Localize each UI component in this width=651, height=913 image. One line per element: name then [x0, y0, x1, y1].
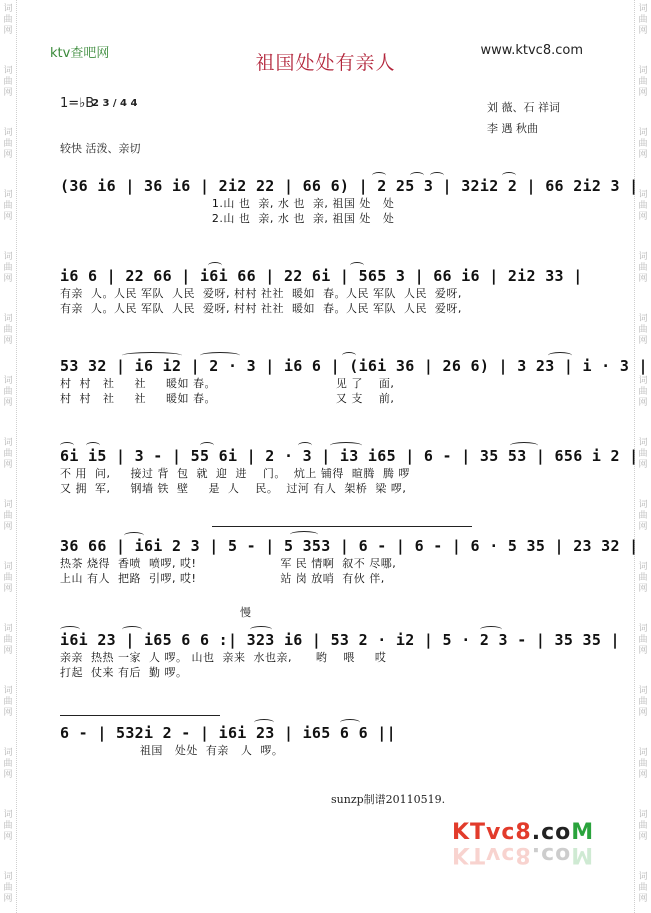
lyric-verse-2: 2.山 也 亲, 水 也 亲, 祖国 处 处 — [60, 212, 395, 225]
slur — [254, 719, 274, 726]
side-watermark-text: 词 曲 网 — [638, 810, 648, 842]
slur — [124, 532, 144, 539]
lyric-verse-1: 1.山 也 亲, 水 也 亲, 祖国 处 处 — [60, 197, 395, 210]
side-watermark-text: 词 曲 网 — [638, 748, 648, 780]
lyricist-credit: 刘 薇、石 祥词 — [487, 101, 560, 114]
tie-line — [60, 715, 220, 716]
slur — [342, 352, 356, 359]
side-watermark-text: 词 曲 网 — [3, 190, 13, 222]
lyric-verse-1: 亲亲 热热 一家 人 啰。 山也 亲来 水也亲, 哟 喂 哎 — [60, 651, 387, 664]
logo-text-part2: .co — [531, 820, 572, 845]
side-watermark-text: 词 曲 网 — [3, 686, 13, 718]
slur — [410, 172, 424, 179]
side-watermark-text: 词 曲 网 — [3, 748, 13, 780]
slur — [480, 626, 502, 633]
side-watermark-text: 词 曲 网 — [638, 4, 648, 36]
slur — [86, 442, 100, 449]
slur — [430, 172, 444, 179]
side-watermark-text: 词 曲 网 — [3, 624, 13, 656]
tempo-mark-slow: 慢 — [240, 606, 251, 619]
slur — [340, 719, 360, 726]
lyric-verse-1: 不 用 问, 接过 背 包 就 迎 进 门。 炕上 铺得 暄腾 腾 啰 — [60, 467, 410, 480]
lyric-verse-2: 有亲 人。人民 军队 人民 爱呀, 村村 社社 暖如 春。人民 军队 人民 爱呀, — [60, 302, 462, 315]
slur — [548, 352, 572, 359]
side-watermark-text: 词 曲 网 — [3, 810, 13, 842]
score-row-5 — [60, 536, 639, 586]
lyric-line: 祖国 处处 有亲 人 啰。 — [60, 744, 284, 757]
side-watermark-text: 词 曲 网 — [638, 314, 648, 346]
key-signature: 1=♭B — [60, 96, 95, 111]
side-watermark-text: 词 曲 网 — [3, 562, 13, 594]
side-watermark-text: 词 曲 网 — [3, 314, 13, 346]
side-watermark-text: 词 曲 网 — [638, 624, 648, 656]
notation-line: i6 6 | 22 66 | i6i 66 | 22 6i | 565 3 | 66 i6 | 2i2 33 | — [60, 267, 583, 285]
site-url-right[interactable]: www.ktvc8.com — [480, 43, 583, 58]
side-watermark-text: 词 曲 网 — [638, 872, 648, 904]
lyric-verse-1: 村 村 社 社 暖如 春。 见 了 面, — [60, 377, 395, 390]
slur — [290, 531, 318, 538]
side-watermark-text: 词 曲 网 — [638, 376, 648, 408]
side-watermark-text: 词 曲 网 — [638, 500, 648, 532]
slur — [200, 352, 240, 359]
side-watermark-text: 词 曲 网 — [3, 500, 13, 532]
side-watermark-text: 词 曲 网 — [638, 686, 648, 718]
side-watermark-text: 词 曲 网 — [638, 562, 648, 594]
score-row-7 — [60, 723, 588, 758]
lyric-verse-1: 热茶 烧得 香喷 喷啰, 哎! 军 民 情啊 叙不 尽哪, — [60, 557, 397, 570]
slur — [122, 352, 182, 359]
notation-line: (36 i6 | 36 i6 | 2i2 22 | 66 6) | 2 25 3 | 32i2 2 | 66 2i2 3 | — [60, 177, 639, 195]
composer-credit: 李 遇 秋曲 — [487, 122, 538, 135]
song-title: 祖国处处有亲人 — [255, 52, 396, 74]
score-row-2 — [60, 266, 588, 316]
slur — [208, 262, 222, 269]
tempo-marking: 较快 活泼、亲切 — [60, 142, 141, 155]
side-watermark-text: 词 曲 网 — [638, 66, 648, 98]
slur — [60, 442, 74, 449]
slur — [250, 626, 272, 633]
notation-line: i6i 23 | i65 6 6 :| 323 i6 | 53 2 · i2 | 5 · 2 3 - | 35 35 | — [60, 631, 620, 649]
side-watermark-text: 词 曲 网 — [3, 4, 13, 36]
transcriber-signature: sunzp制谱20110519. — [331, 793, 446, 806]
left-watermark-strip — [0, 0, 17, 913]
notation-line: 36 66 | i6i 2 3 | 5 - | 5 353 | 6 - | 6 - | 6 · 5 35 | 23 32 | — [60, 537, 639, 555]
slur — [298, 442, 312, 449]
notation-line: 6i i5 | 3 - | 55 6i | 2 · 3 | i3 i65 | 6 - | 35 53 | 656 i 2 | — [60, 447, 639, 465]
side-watermark-text: 词 曲 网 — [638, 128, 648, 160]
side-watermark-text: 词 曲 网 — [3, 252, 13, 284]
slur — [510, 442, 538, 449]
score-row-4 — [60, 446, 639, 496]
logo-reflection: KTvc8.coM — [452, 842, 595, 867]
side-watermark-text: 词 曲 网 — [3, 128, 13, 160]
slur — [122, 626, 142, 633]
side-watermark-text: 词 曲 网 — [3, 872, 13, 904]
lyric-verse-2: 村 村 社 社 暖如 春。 又 支 前, — [60, 392, 395, 405]
side-watermark-text: 词 曲 网 — [638, 190, 648, 222]
lyric-verse-2: 又 拥 军, 钢墙 铁 壁 是 人 民。 过河 有人 架桥 梁 啰, — [60, 482, 407, 495]
slur — [200, 442, 214, 449]
side-watermark-text: 词 曲 网 — [3, 438, 13, 470]
slur — [350, 262, 364, 269]
side-watermark-text: 词 曲 网 — [3, 376, 13, 408]
slur — [372, 172, 386, 179]
score-row-1 — [60, 176, 639, 226]
logo-text-part1: KTvc8 — [452, 820, 532, 845]
lyric-verse-1: 有亲 人。人民 军队 人民 爱呀, 村村 社社 暖如 春。人民 军队 人民 爱呀, — [60, 287, 462, 300]
lyric-verse-2: 上山 有人 把路 引啰, 哎! 站 岗 放哨 有伙 伴, — [60, 572, 385, 585]
side-watermark-text: 词 曲 网 — [638, 252, 648, 284]
score-row-6 — [60, 606, 620, 680]
notation-line: 53 32 | i6 i2 | 2 · 3 | i6 6 | (i6i 36 | 26 6) | 3 23 | i · 3 | — [60, 357, 648, 375]
slur — [60, 626, 80, 633]
slur — [330, 442, 362, 449]
side-watermark-text: 词 曲 网 — [3, 66, 13, 98]
time-signature: 2 3 / 4 4 — [92, 98, 138, 109]
tie-line — [212, 526, 472, 527]
lyric-verse-2: 打起 仗来 有后 勤 啰。 — [60, 666, 188, 679]
notation-line: 6 - | 532i 2 - | i6i 23 | i65 6 6 || — [60, 724, 396, 742]
side-watermark-text: 词 曲 网 — [638, 438, 648, 470]
site-name-left[interactable]: ktv查吧网 — [50, 46, 110, 61]
ktvc8-logo[interactable] — [452, 820, 602, 880]
slur — [502, 172, 516, 179]
logo-text-part3: M — [571, 820, 595, 845]
